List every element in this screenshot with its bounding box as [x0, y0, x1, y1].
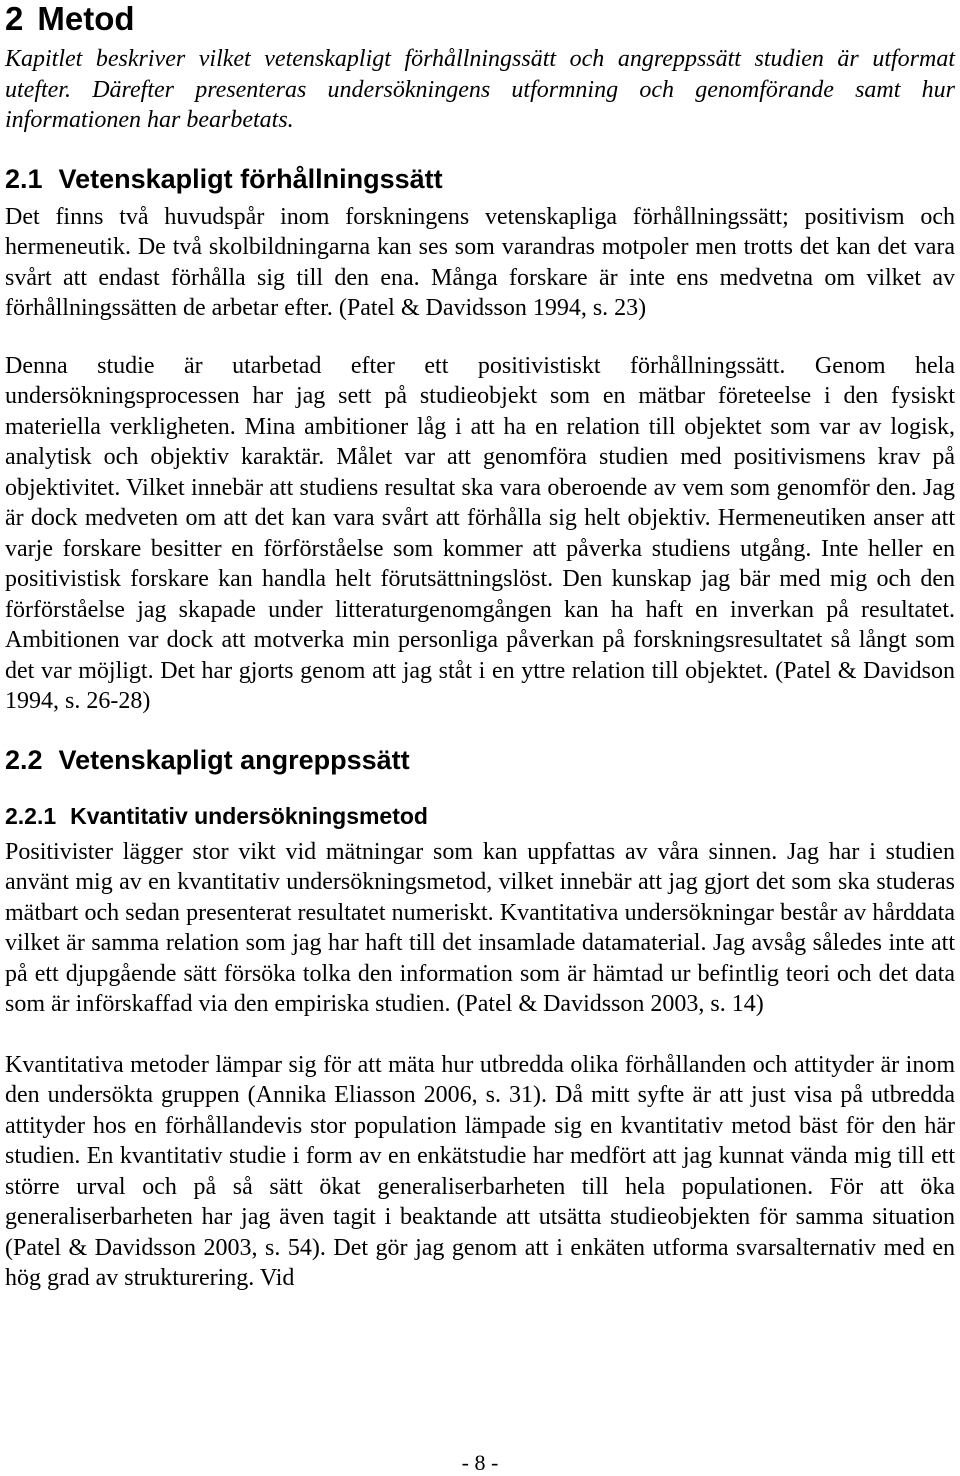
section-2-2-1-number: 2.2.1 [5, 802, 57, 829]
section-2-2-1-heading [5, 801, 955, 831]
section-2-1-paragraph-2: Denna studie är utarbetad efter ett positivistiskt förhållningssätt. Genom hela undersökningsprocessen har jag sett på studieobjekt som en mätbar företeelse i den fysiskt materiella verkligheten. Mina ambitioner låg i att ha en relation till objektet som var av logisk, analytisk och objektiv karaktär. Målet var att genomföra studien med positivismens krav på objektivitet. Vilket innebär att studiens resultat ska vara oberoende av vem som genomför den. Jag är dock medveten om att det kan vara svårt att förhålla sig helt objektiv. Hermeneutiken anser att varje forskare besitter en förförståelse som kommer att påverka studiens utgång. Inte heller en positivistisk forskare kan handla helt förutsättningslöst. Den kunskap jag bär med mig och den förförståelse jag skapade under litteraturgenomgången kan ha haft en inverkan på resultatet. Ambitionen var dock att motverka min personliga påverkan på forskningsresultatet så långt som det var möjligt. Det har gjorts genom att jag ståt i en yttre relation till objektet. (Patel & Davidson 1994, s. 26-28) [5, 352, 955, 714]
chapter-heading [5, 0, 955, 42]
section-2-2-title: Vetenskapligt angreppssätt [58, 744, 410, 775]
document-page [5, 0, 955, 1294]
section-2-2-number: 2.2 [5, 744, 43, 775]
section-2-1-heading [5, 162, 955, 196]
section-2-1-number: 2.1 [5, 163, 43, 194]
section-2-1-paragraph-1: Det finns två huvudspår inom forskningens vetenskapliga förhållningssätt; positivism och hermeneutik. De två skolbildningarna kan ses som varandras motpoler men trotts det kan det vara svårt att endast förhålla sig till den ena. Många forskare är inte ens medvetna om vilket av förhållningssätten de arbetar efter. (Patel & Davidsson 1994, s. 23) [5, 203, 955, 321]
section-2-2-heading [5, 743, 955, 777]
section-2-2-1-paragraph-1: Positivister lägger stor vikt vid mätningar som kan uppfattas av våra sinnen. Jag har i studien använt mig av en kvantitativ undersökningsmetod, vilket innebär att jag gjort det som ska studeras mätbart och sedan presenterat resultatet numeriskt. Kvantitativa undersökningar består av hårddata vilket är samma relation som jag har haft till det insamlade datamaterial. Jag avsåg således inte att på ett djupgående sätt försöka tolka den information som är hämtad ur befintlig teori och det data som är införskaffad via den empiriska studien. (Patel & Davidsson 2003, s. 14) [5, 838, 955, 1017]
section-2-1-title: Vetenskapligt förhållningssätt [58, 163, 443, 194]
chapter-title: Metod [37, 0, 135, 37]
section-2-2-1-title: Kvantitativ undersökningsmetod [70, 802, 428, 829]
chapter-intro: Kapitlet beskriver vilket vetenskapligt förhållningssätt och angreppssätt studien är utformat utefter. Därefter presenteras undersökningens utformning och genomförande samt hur informationen har bearbetats. [5, 46, 955, 133]
page-number: - 8 - [461, 1450, 499, 1475]
section-2-2-1-paragraph-2: Kvantitativa metoder lämpar sig för att mäta hur utbredda olika förhållanden och attityder är inom den undersökta gruppen (Annika Eliasson 2006, s. 31). Då mitt syfte är att just visa på utbredda attityder hos en förhållandevis stor population lämpade sig en kvantitativ metod bäst för den här studien. En kvantitativ studie i form av en enkätstudie har medfört att jag kunnat vända mig till ett större urval och på så sätt ökat generaliserbarheten till hela populationen. För att öka generaliserbarheten har jag även tagit i beaktande att utsätta studieobjekten för samma situation (Patel & Davidsson 2003, s. 54). Det gör jag genom att i enkäten utforma svarsalternativ med en hög grad av strukturering. Vid [5, 1051, 955, 1291]
chapter-number: 2 [5, 0, 24, 37]
